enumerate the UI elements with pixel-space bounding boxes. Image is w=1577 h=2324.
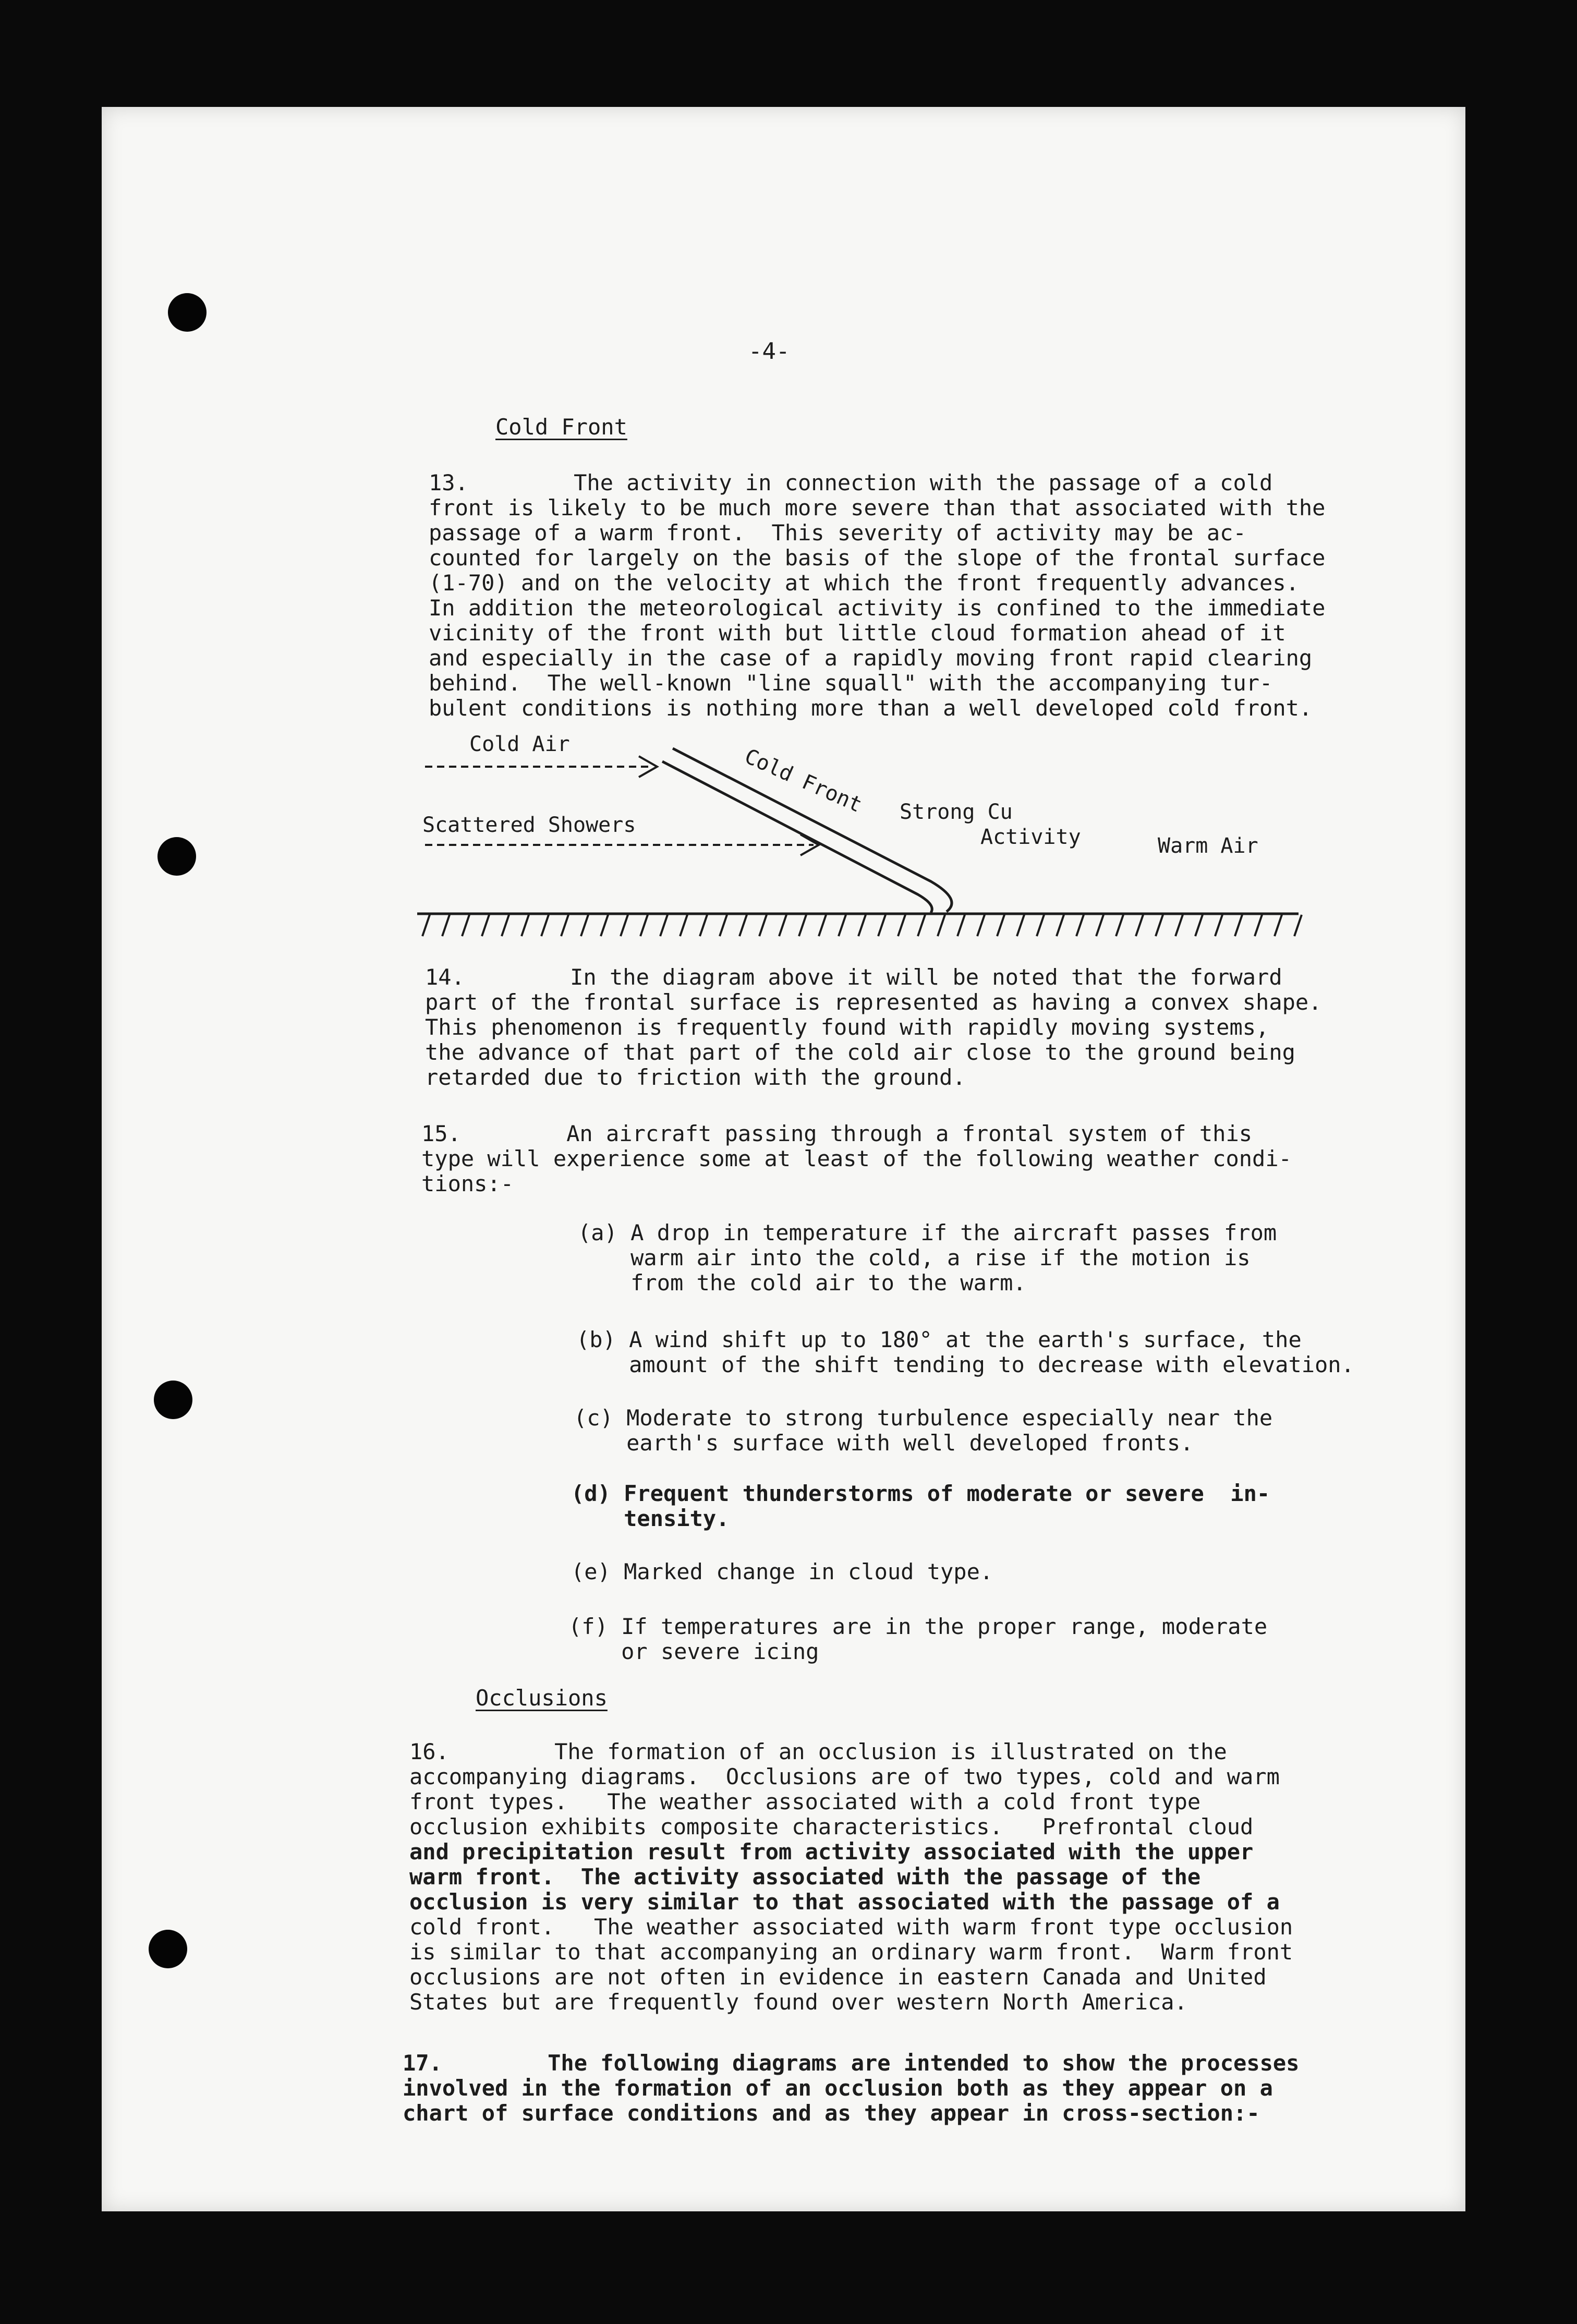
- punch-hole-2: [157, 837, 196, 876]
- ground-hatch-mark: [1116, 915, 1123, 936]
- paragraph-13: [429, 470, 1325, 721]
- paragraph-13-line: 13. The activity in connection with the passage of a cold: [429, 470, 1273, 495]
- diagram-label-strong-cu: Strong Cu: [900, 800, 1013, 824]
- ground-hatch-mark: [1255, 915, 1262, 936]
- cold-front-diagram: [417, 725, 1314, 944]
- condition-a-line: from the cold air to the warm.: [578, 1270, 1026, 1296]
- ground-hatch-mark: [1175, 915, 1183, 936]
- condition-a: [578, 1220, 1277, 1296]
- ground-hatch-mark: [839, 915, 846, 936]
- paragraph-13-line: behind. The well-known "line squall" with the accompanying tur-: [429, 670, 1273, 696]
- paragraph-14-line: 14. In the diagram above it will be noted that the forward: [425, 964, 1282, 990]
- ground-hatch-mark: [938, 915, 945, 936]
- paragraph-17-line: involved in the formation of an occlusion both as they appear on a: [403, 2075, 1273, 2101]
- ground-hatch-mark: [878, 915, 885, 936]
- paragraph-15-line: type will experience some at least of the following weather condi-: [421, 1146, 1292, 1171]
- ground-hatch-mark: [720, 915, 727, 936]
- paragraph-16-line: and precipitation result from activity associated with the upper: [409, 1839, 1254, 1865]
- punch-hole-1: [168, 293, 207, 332]
- ground-hatch-mark: [779, 915, 786, 936]
- ground-hatch-mark: [1037, 915, 1044, 936]
- paragraph-16-line: is similar to that accompanying an ordinary warm front. Warm front: [409, 1939, 1293, 1965]
- ground-hatch-mark: [1057, 915, 1064, 936]
- diagram-label-scattered-showers: Scattered Showers: [422, 813, 636, 837]
- diagram-label-warm-air: Warm Air: [1158, 834, 1258, 858]
- paragraph-16-line: 16. The formation of an occlusion is illustrated on the: [409, 1739, 1227, 1764]
- paragraph-17-line: 17. The following diagrams are intended to show the processes: [403, 2050, 1300, 2076]
- paragraph-16-line: front types. The weather associated with a cold front type: [409, 1789, 1201, 1814]
- paragraph-13-line: bulent conditions is nothing more than a well developed cold front.: [429, 695, 1313, 721]
- section-heading-cold-front: Cold Front: [495, 414, 627, 440]
- paragraph-14-line: This phenomenon is frequently found with rapidly moving systems,: [425, 1014, 1269, 1040]
- ground-hatch-mark: [700, 915, 707, 936]
- ground-hatch-mark: [1215, 915, 1222, 936]
- paragraph-13-line: and especially in the case of a rapidly moving front rapid clearing: [429, 645, 1313, 671]
- condition-d-line: tensity.: [571, 1506, 730, 1531]
- ground-hatch-mark: [739, 915, 747, 936]
- paragraph-14: [425, 965, 1321, 1090]
- ground-hatch-mark: [541, 915, 549, 936]
- condition-b: [576, 1327, 1354, 1377]
- paragraph-16-line: occlusions are not often in evidence in eastern Canada and United: [409, 1964, 1267, 1990]
- paragraph-13-line: passage of a warm front. This severity of activity may be ac-: [429, 520, 1246, 546]
- ground-hatch-mark: [422, 915, 430, 936]
- paragraph-14-line: retarded due to friction with the ground.: [425, 1064, 966, 1090]
- condition-b-line: (b) A wind shift up to 180° at the earth's surface, the: [576, 1327, 1302, 1352]
- condition-a-line: warm air into the cold, a rise if the motion is: [578, 1245, 1251, 1270]
- condition-e: [571, 1559, 993, 1584]
- ground-hatch-mark: [680, 915, 687, 936]
- ground-hatch-mark: [1235, 915, 1242, 936]
- ground-hatch-mark: [819, 915, 826, 936]
- ground-hatch-mark: [1017, 915, 1024, 936]
- ground-hatch-mark: [1156, 915, 1163, 936]
- paragraph-17: [403, 2051, 1299, 2126]
- condition-e-line: (e) Marked change in cloud type.: [571, 1559, 993, 1584]
- paragraph-14-line: the advance of that part of the cold air close to the ground being: [425, 1039, 1295, 1065]
- paragraph-15-line: tions:-: [421, 1171, 514, 1196]
- ground-hatch-mark: [640, 915, 648, 936]
- condition-f: [568, 1614, 1267, 1664]
- condition-c-line: earth's surface with well developed fronts.: [574, 1430, 1194, 1456]
- ground-hatch-mark: [462, 915, 469, 936]
- ground-hatch-mark: [1096, 915, 1103, 936]
- condition-b-line: amount of the shift tending to decrease with elevation.: [576, 1352, 1354, 1377]
- ground-hatch-mark: [581, 915, 588, 936]
- paragraph-16-line: occlusion exhibits composite characteristics. Prefrontal cloud: [409, 1814, 1254, 1839]
- ground-hatch-mark: [977, 915, 985, 936]
- ground-hatch-mark: [858, 915, 866, 936]
- ground-hatch-mark: [759, 915, 767, 936]
- paragraph-13-line: vicinity of the front with but little cloud formation ahead of it: [429, 620, 1286, 646]
- paragraph-15-line: 15. An aircraft passing through a frontal system of this: [421, 1121, 1253, 1146]
- paragraph-13-line: In addition the meteorological activity is confined to the immediate: [429, 595, 1326, 621]
- ground-hatch-mark: [621, 915, 628, 936]
- condition-d-line: (d) Frequent thunderstorms of moderate or severe in-: [571, 1481, 1270, 1506]
- ground-hatch-mark: [1076, 915, 1084, 936]
- ground-hatch-mark: [660, 915, 668, 936]
- condition-c-line: (c) Moderate to strong turbulence especially near the: [574, 1405, 1273, 1431]
- punch-hole-3: [154, 1381, 192, 1419]
- condition-a-line: (a) A drop in temperature if the aircraft passes from: [578, 1220, 1277, 1245]
- ground-hatch-mark: [1195, 915, 1203, 936]
- ground-hatch-mark: [918, 915, 925, 936]
- paragraph-14-line: part of the frontal surface is represented as having a convex shape.: [425, 989, 1322, 1015]
- ground-hatch-mark: [601, 915, 608, 936]
- ground-hatch-mark: [898, 915, 905, 936]
- paragraph-16-line: accompanying diagrams. Occlusions are of two types, cold and warm: [409, 1764, 1280, 1789]
- paragraph-16-line: cold front. The weather associated with warm front type occlusion: [409, 1914, 1293, 1940]
- ground-hatch-mark: [561, 915, 568, 936]
- ground-hatch-mark: [1136, 915, 1143, 936]
- punch-hole-4: [149, 1930, 187, 1968]
- paragraph-16-line: States but are frequently found over western North America.: [409, 1989, 1187, 2015]
- diagram-label-cold-front: Cold Front: [741, 744, 866, 818]
- paragraph-16-line: warm front. The activity associated with the passage of the: [409, 1864, 1201, 1890]
- paragraph-15: [421, 1121, 1292, 1196]
- condition-f-line: or severe icing: [568, 1639, 819, 1664]
- ground-hatch-mark: [502, 915, 509, 936]
- section-heading-occlusions: Occlusions: [476, 1685, 608, 1711]
- ground-hatching: [422, 915, 1302, 936]
- ground-hatch-mark: [799, 915, 806, 936]
- ground-hatch-mark: [482, 915, 489, 936]
- ground-hatch-mark: [442, 915, 450, 936]
- condition-f-line: (f) If temperatures are in the proper range, moderate: [568, 1614, 1268, 1639]
- ground-hatch-mark: [521, 915, 529, 936]
- paragraph-13-line: front is likely to be much more severe than that associated with the: [429, 495, 1326, 521]
- page-number: -4-: [748, 338, 790, 365]
- ground-hatch-mark: [997, 915, 1004, 936]
- paragraph-17-line: chart of surface conditions and as they appear in cross-section:-: [403, 2100, 1260, 2126]
- condition-c: [574, 1406, 1272, 1456]
- diagram-label-activity: Activity: [980, 825, 1081, 849]
- paragraph-13-line: counted for largely on the basis of the slope of the frontal surface: [429, 545, 1326, 571]
- paragraph-13-line: (1-70) and on the velocity at which the front frequently advances.: [429, 570, 1299, 596]
- diagram-label-cold-air: Cold Air: [469, 732, 570, 756]
- ground-hatch-mark: [1275, 915, 1282, 936]
- ground-hatch-mark: [1294, 915, 1302, 936]
- ground-hatch-mark: [957, 915, 965, 936]
- condition-d: [571, 1481, 1270, 1531]
- paragraph-16: [409, 1739, 1293, 2015]
- paragraph-16-line: occlusion is very similar to that associated with the passage of a: [409, 1889, 1280, 1915]
